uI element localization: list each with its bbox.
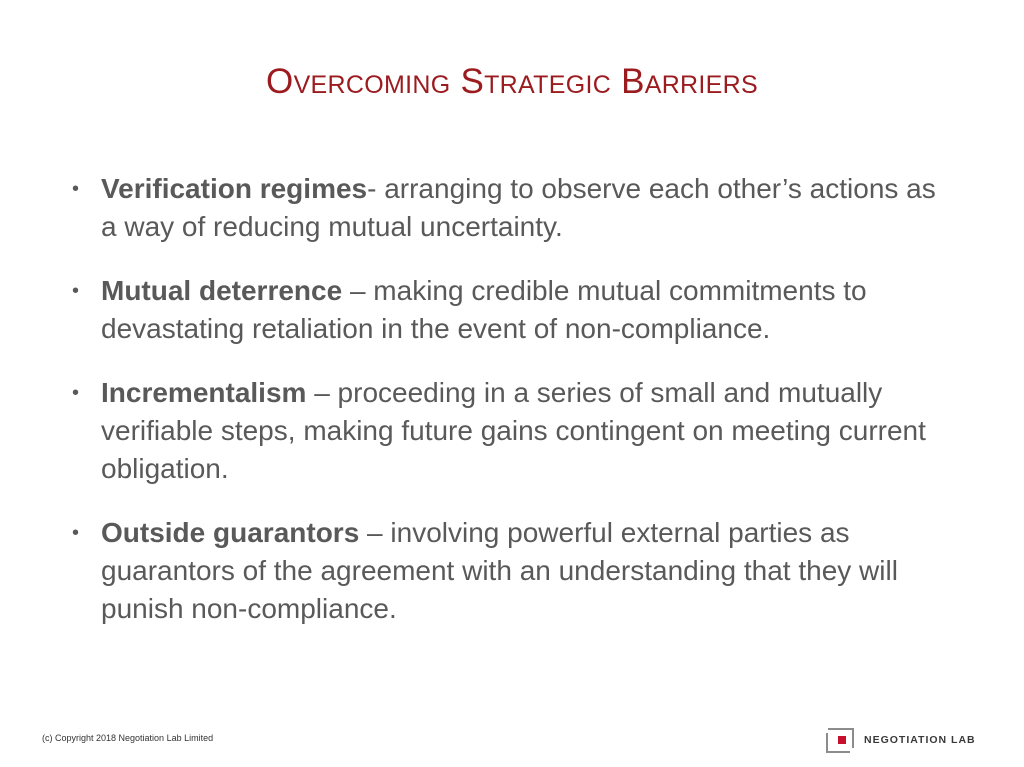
bullet-term: Incrementalism [101,377,307,408]
bullet-dot-icon: • [72,382,80,404]
bullet-dot-icon: • [72,178,80,200]
bullet-text: - arranging to observe each other’s actions as a way of reducing mutual uncertainty. [101,173,936,242]
bullet-item-outside-guarantors [72,514,952,628]
bullet-term: Verification regimes [101,173,368,204]
copyright-notice: (c) Copyright 2018 Negotiation Lab Limited [42,733,214,743]
bullet-text: – involving powerful external parties as guarantors of the agreement with an understanding that they will punish non-compliance. [101,517,898,624]
bullet-term: Mutual deterrence [101,275,343,306]
bullet-dot-icon: • [72,280,80,302]
bullet-list [72,170,952,654]
logo-mark-icon [826,727,856,753]
bullet-item-verification-regimes [72,170,952,246]
bullet-term: Outside guarantors [101,517,360,548]
bullet-item-incrementalism [72,374,952,488]
bullet-item-mutual-deterrence [72,272,952,348]
bullet-text: – proceeding in a series of small and mutually verifiable steps, making future gains contingent on meeting current obligation. [101,377,926,484]
slide-title: Overcoming Strategic Barriers [266,62,758,101]
bullet-dot-icon: • [72,522,80,544]
logo-text: NEGOTIATION LAB [864,734,976,746]
negotiation-lab-logo [826,727,976,753]
bullet-text: – making credible mutual commitments to devastating retaliation in the event of non-compliance. [101,275,867,344]
